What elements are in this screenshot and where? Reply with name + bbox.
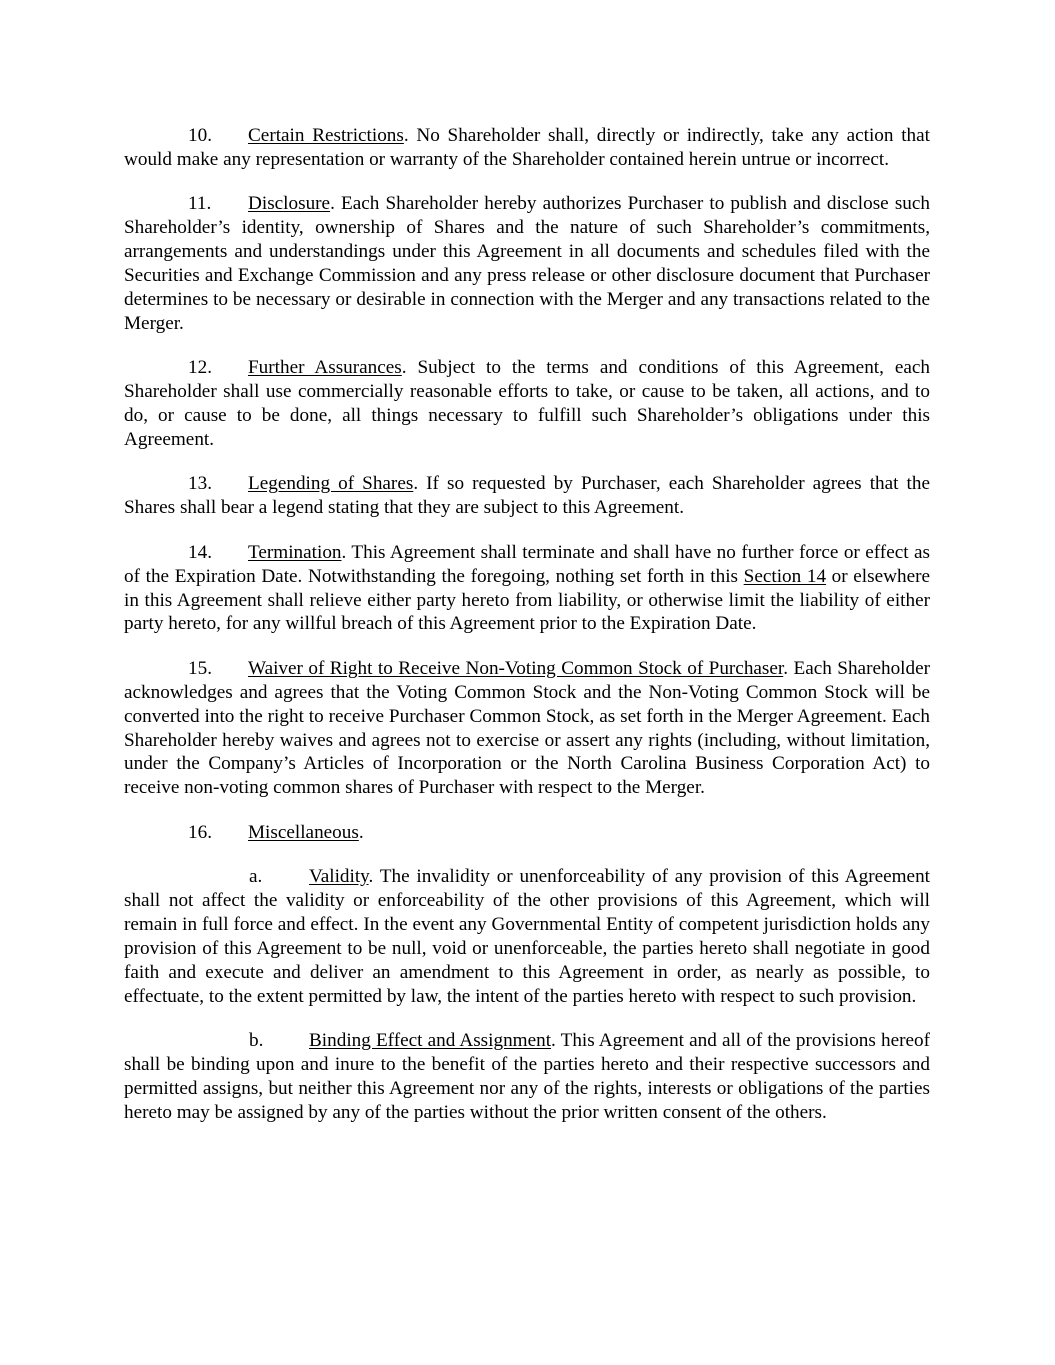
section-title: Waiver of Right to Receive Non-Voting Common Stock of Purchaser — [248, 657, 784, 679]
section-title: Termination — [248, 541, 342, 563]
subsection-letter: b. — [249, 1030, 264, 1052]
section-title: Certain Restrictions — [248, 125, 404, 146]
section-body: . If so requested by Purchaser, each Shareholder agrees that the Shares shall bear a legend stating that they are subject to this Agreement. — [124, 473, 930, 519]
section-body-part-a: . This Agreement shall terminate and shall have no further force or effect as of the Expiration Date. Notwithstanding the foregoing, nothing set forth in this — [124, 541, 930, 587]
section-body: . Each Shareholder hereby authorizes Purchaser to publish and disclose such Shareholder’s identity, ownership of Shares and the nature of such Shareholder’s commitments, arrangements and understandings under this Agreement in all documents and schedules filed with the Securities and Exchange Commission and any press release or other disclosure document that Purchaser determines to be necessary or desirable in connection with the Merger and any transactions related to the Merger. — [124, 193, 930, 334]
section-reference: Section 14 — [743, 565, 827, 587]
subsection-body: . The invalidity or unenforceability of any provision of this Agreement shall not affect the validity or enforceability of the other provisions of this Agreement, which will remain in full force and effect. In the event any Governmental Entity of competent jurisdiction holds any provision of this Agreement to be null, void or unenforceable, the parties hereto shall negotiate in good faith and execute and deliver an amendment to this Agreement in order, as nearly as possible, to effectuate, to the extent permitted by law, the intent of the parties hereto with respect to such provision. — [124, 866, 930, 1007]
section-title: Disclosure — [248, 193, 331, 215]
section-number: 13. — [188, 473, 212, 495]
subsection-body: . This Agreement and all of the provisions hereof shall be binding upon and inure to the benefit of the parties hereto and their respective successors and permitted assigns, but neither this Agreement nor any of the rights, interests or obligations of the parties hereto may be assigned by any of the parties without the prior written consent of the others. — [124, 1030, 930, 1123]
document-page — [124, 124, 930, 1145]
section-10 — [124, 124, 930, 172]
section-number: 15. — [188, 657, 212, 679]
section-number: 10. — [188, 125, 212, 146]
section-body: . No Shareholder shall, directly or indirectly, take any action that would make any representation or warranty of the Shareholder contained herein untrue or incorrect. — [124, 125, 930, 170]
section-15 — [124, 657, 930, 800]
section-title: Legending of Shares — [248, 473, 414, 495]
section-number: 16. — [188, 821, 212, 843]
subsection-title: Binding Effect and Assignment — [309, 1030, 552, 1052]
subsection-16a — [124, 865, 930, 1008]
section-13 — [124, 472, 930, 520]
section-title-suffix: . — [358, 821, 364, 843]
subsection-16b — [124, 1029, 930, 1125]
section-12 — [124, 356, 930, 452]
section-11 — [124, 192, 930, 335]
section-number: 11. — [188, 193, 212, 215]
subsection-letter: a. — [249, 866, 263, 888]
section-14 — [124, 541, 930, 637]
subsection-title: Validity — [309, 866, 369, 888]
section-16 — [124, 821, 930, 845]
section-body: . Subject to the terms and conditions of this Agreement, each Shareholder shall use commercially reasonable efforts to take, or cause to be taken, all actions, and to do, or cause to be done, all things necessary to fulfill such Shareholder’s obligations under this Agreement. — [124, 357, 931, 450]
section-number: 12. — [188, 357, 212, 379]
section-body: . Each Shareholder acknowledges and agrees that the Voting Common Stock and the Non-Voting Common Stock will be converted into the right to receive Purchaser Common Stock, as set forth in the Merger Agreement. Each Shareholder hereby waives and agrees not to exercise or assert any rights (including, without limitation, under the Company’s Articles of Incorporation or the North Carolina Business Corporation Act) to receive non-voting common shares of Purchaser with respect to the Merger. — [124, 657, 930, 799]
section-number: 14. — [188, 541, 212, 563]
section-title: Further Assurances — [248, 357, 402, 379]
section-body-part-b: or elsewhere in this Agreement shall relieve either party hereto from liability, or otherwise limit the liability of either party hereto, for any willful breach of this Agreement prior to the Expiration Date. — [124, 565, 930, 635]
section-title: Miscellaneous — [248, 821, 359, 843]
